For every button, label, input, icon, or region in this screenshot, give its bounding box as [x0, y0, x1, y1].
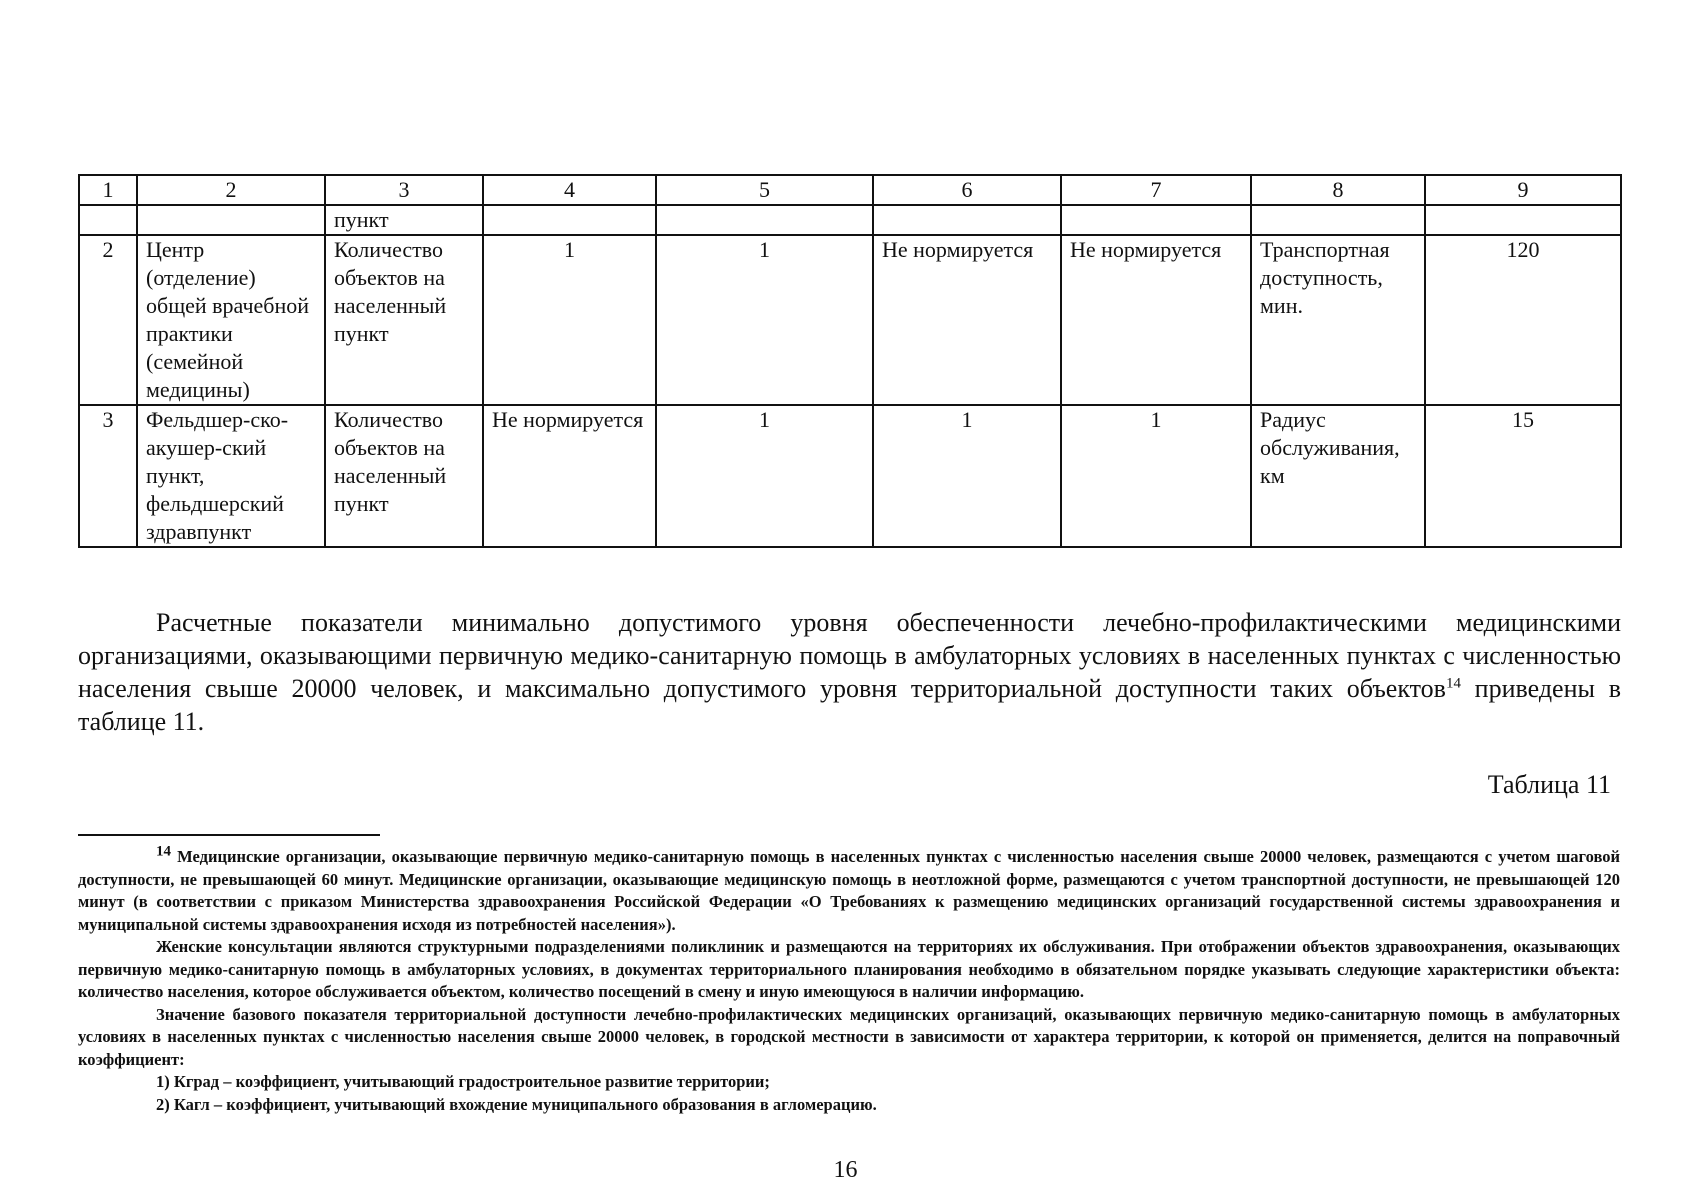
value-cell: Не нормируется — [483, 405, 656, 547]
table-cell — [137, 205, 325, 235]
facility-name: Центр (отделение) общей врачебной практики (семейной медицины) — [137, 235, 325, 405]
table-row — [79, 405, 1621, 547]
table-row — [79, 235, 1621, 405]
header-cell: 9 — [1425, 175, 1621, 205]
paragraph-text: Расчетные показатели минимально допустимого уровня обеспеченности лечебно-профилактическими медицинскими организациями, оказывающими первичную медико-санитарную помощь в амбулаторных условиях в населенных пунктах с численностью населения свыше 20000 человек, и максимально допустимого уровня территориальной доступности таких объектов — [78, 608, 1621, 703]
footnote-list-item: 2) Кагл – коэффициент, учитывающий вхождение муниципального образования в агломерацию. — [156, 1094, 877, 1114]
header-cell: 6 — [873, 175, 1061, 205]
value-cell: 1 — [873, 405, 1061, 547]
footnote-text: Медицинские организации, оказывающие первичную медико-санитарную помощь в населенных пунктах с численностью населения свыше 20000 человек, размещаются с учетом шаговой доступности, не превышающей 60 минут. Медицинские организации, оказывающие медицинскую помощь в неотложной форме, размещаются с учетом транспортной доступности, не превышающей 120 минут (в соответствии с приказом Министерства здравоохранения Российской Федерации «О Требованиях к размещению медицинских организаций государственной системы здравоохранения и муниципальной системы здравоохранения исходя из потребностей населения»). — [78, 847, 1620, 934]
access-value-cell: 120 — [1425, 235, 1621, 405]
value-cell: Не нормируется — [873, 235, 1061, 405]
footnote-reference: 14 — [1445, 675, 1461, 692]
paragraph-tail: приведены в таблице 11. — [78, 674, 1622, 736]
row-number: 3 — [79, 405, 137, 547]
unit-cell: Количество объектов на населенный пункт — [325, 235, 483, 405]
table-continuation-row — [79, 205, 1621, 235]
footnote-paragraph: Значение базового показателя территориальной доступности лечебно-профилактических медицинских организаций, оказывающих первичную медико-санитарную помощь в амбулаторных условиях в населенных пунктах с численностью населения свыше 20000 человек, в городской местности в зависимости от характера территории, к которой он применяется, делится на поправочный коэффициент: — [78, 1004, 1620, 1069]
norms-table — [78, 174, 1622, 548]
page-number: 16 — [833, 1157, 858, 1183]
header-cell: 4 — [483, 175, 656, 205]
table-cell — [1061, 205, 1251, 235]
value-cell: 1 — [656, 405, 873, 547]
table-cell — [1425, 205, 1621, 235]
header-cell: 5 — [656, 175, 873, 205]
table-cell — [656, 205, 873, 235]
table-cell — [79, 205, 137, 235]
table-caption: Таблица 11 — [1487, 770, 1611, 799]
table-cell — [1251, 205, 1425, 235]
table-cell — [873, 205, 1061, 235]
footnote-mark: 14 — [156, 843, 171, 860]
row-number: 2 — [79, 235, 137, 405]
header-cell: 8 — [1251, 175, 1425, 205]
unit-cell: Количество объектов на населенный пункт — [325, 405, 483, 547]
header-cell: 3 — [325, 175, 483, 205]
access-type-cell: Радиус обслуживания, км — [1251, 405, 1425, 547]
value-cell: Не нормируется — [1061, 235, 1251, 405]
access-value-cell: 15 — [1425, 405, 1621, 547]
footnotes — [78, 843, 1620, 1116]
access-type-cell: Транспортная доступность, мин. — [1251, 235, 1425, 405]
table-header-row — [79, 175, 1621, 205]
value-cell: 1 — [483, 235, 656, 405]
facility-name: Фельдшер-ско-акушер-ский пункт, фельдшерский здравпункт — [137, 405, 325, 547]
value-cell: 1 — [656, 235, 873, 405]
norms-table-container — [78, 174, 1620, 548]
header-cell: 7 — [1061, 175, 1251, 205]
footnote-paragraph — [78, 843, 1620, 936]
footnote-separator — [78, 834, 380, 836]
table-cell — [483, 205, 656, 235]
header-cell: 2 — [137, 175, 325, 205]
table-cell: пункт — [325, 205, 483, 235]
footnote-paragraph: Женские консультации являются структурными подразделениями поликлиник и размещаются на территориях их обслуживания. При отображении объектов здравоохранения, оказывающих первичную медико-санитарную помощь в амбулаторных условиях, в документах территориального планирования необходимо в обязательном порядке указывать следующие характеристики объекта: количество населения, которое обслуживается объектом, количество посещений в смену и иную имеющуюся в наличии информацию. — [78, 937, 1620, 1001]
value-cell: 1 — [1061, 405, 1251, 547]
footnote-list-item: 1) Кград – коэффициент, учитывающий градостроительное развитие территории; — [156, 1072, 770, 1091]
header-cell: 1 — [79, 175, 137, 205]
body-paragraph — [78, 606, 1621, 738]
